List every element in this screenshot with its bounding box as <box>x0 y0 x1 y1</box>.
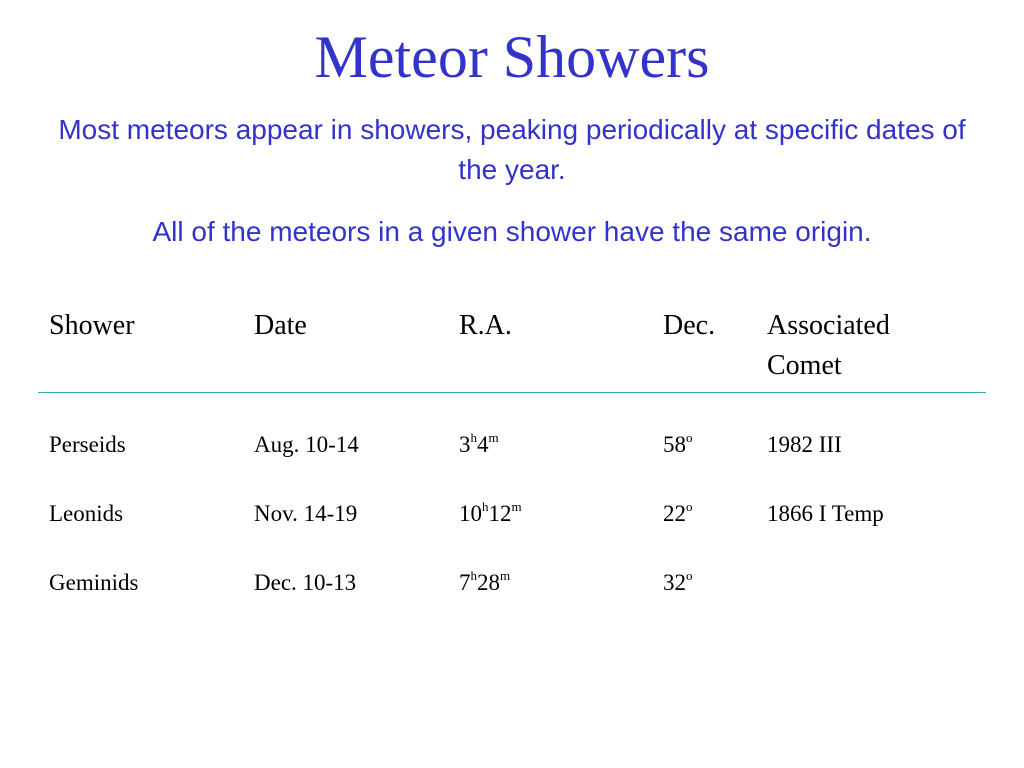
row-perseids-comet: 1982 III <box>767 432 842 457</box>
header-associated-comet <box>767 306 890 386</box>
dec-degree-unit: o <box>686 430 693 446</box>
header-comet-line2: Comet <box>767 350 842 381</box>
ra-minutes-unit: m <box>511 499 522 515</box>
row-geminids-date: Dec. 10-13 <box>254 570 357 595</box>
header-dec: Dec. <box>663 310 716 341</box>
dec-degree-unit: o <box>686 499 693 515</box>
header-shower: Shower <box>49 310 135 341</box>
ra-minutes: 4 <box>477 432 489 457</box>
slide-title: Meteor Showers <box>314 24 710 90</box>
ra-hours: 10 <box>459 501 482 526</box>
row-perseids-ra <box>459 430 499 460</box>
dec-degree-unit: o <box>686 568 693 584</box>
ra-minutes: 28 <box>477 570 500 595</box>
row-geminids-ra <box>459 568 510 598</box>
row-perseids-date: Aug. 10-14 <box>254 432 359 457</box>
row-leonids-ra <box>459 499 522 529</box>
row-leonids-comet: 1866 I Temp <box>767 501 884 526</box>
row-leonids-date: Nov. 14-19 <box>254 501 358 526</box>
intro-paragraph: Most meteors appear in showers, peaking periodically at specific dates of the year. <box>58 114 966 185</box>
header-ra: R.A. <box>459 310 512 341</box>
origin-paragraph: All of the meteors in a given shower have the same origin. <box>152 216 872 247</box>
dec-value: 58 <box>663 432 686 457</box>
ra-hours: 7 <box>459 570 471 595</box>
ra-hours: 3 <box>459 432 471 457</box>
ra-hours-unit: h <box>470 568 477 584</box>
ra-hours-unit: h <box>482 499 489 515</box>
header-date: Date <box>254 310 307 341</box>
row-leonids-dec <box>663 499 693 529</box>
ra-minutes-unit: m <box>500 568 511 584</box>
row-geminids-shower: Geminids <box>49 570 139 595</box>
ra-hours-unit: h <box>470 430 477 446</box>
row-perseids-shower: Perseids <box>49 432 126 457</box>
ra-minutes-unit: m <box>488 430 499 446</box>
dec-value: 22 <box>663 501 686 526</box>
row-perseids-dec <box>663 430 693 460</box>
header-comet-line1: Associated <box>767 310 890 341</box>
row-leonids-shower: Leonids <box>49 501 124 526</box>
row-geminids-dec <box>663 568 693 598</box>
ra-minutes: 12 <box>488 501 512 526</box>
table-divider <box>38 392 986 393</box>
dec-value: 32 <box>663 570 686 595</box>
